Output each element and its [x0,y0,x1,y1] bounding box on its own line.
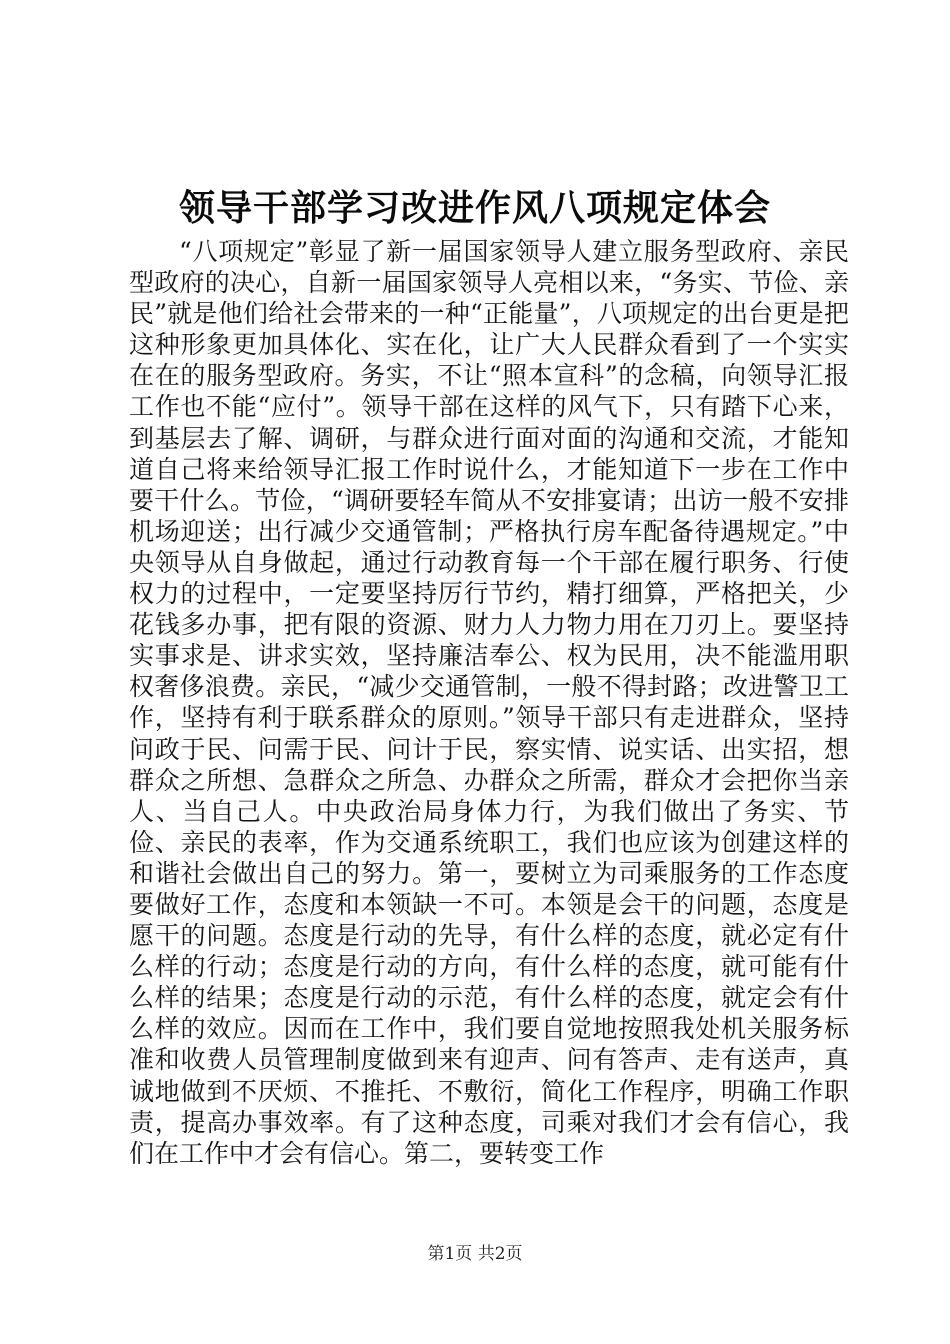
document-title: 领导干部学习改进作风八项规定体会 [178,187,771,229]
page-footer: 第1页 共2页 [427,1244,523,1264]
body-paragraph: “八项规定”彰显了新一届国家领导人建立服务型政府、亲民型政府的决心，自新一届国家领导人亮相以来，“务实、节俭、亲民”就是他们给社会带来的一种“正能量”，八项规定的出台更是把这种形象更加具体化、实在化，让广大人民群众看到了一个实实在在的服务型政府。务实，不让“照本宣科”的念稿，向领导汇报工作也不能“应付”。领导干部在这样的风气下，只有踏下心来，到基层去了解、调研，与群众进行面对面的沟通和交流，才能知道自己将来给领导汇报工作时说什么，才能知道下一步在工作中要干什么。节俭，“调研要轻车简从不安排宴请；出访一般不安排机场迎送；出行减少交通管制；严格执行房车配备待遇规定。”中央领导从自身做起，通过行动教育每一个干部在履行职务、行使权力的过程中，一定要坚持厉行节约，精打细算，严格把关，少花钱多办事，把有限的资源、财力人力物力用在刀刃上。要坚持实事求是、讲求实效，坚持廉洁奉公、权为民用，决不能滥用职权奢侈浪费。亲民，“减少交通管制，一般不得封路；改进警卫工作，坚持有利于联系群众的原则。”领导干部只有走进群众，坚持问政于民、问需于民、问计于民，察实情、说实话、出实招，想群众之所想、急群众之所急、办群众之所需，群众才会把你当亲人、当自己人。中央政治局身体力行，为我们做出了务实、节俭、亲民的表率，作为交通系统职工，我们也应该为创建这样的和谐社会做出自己的努力。第一，要树立为司乘服务的工作态度要做好工作，态度和本领缺一不可。本领是会干的问题，态度是愿干的问题。态度是行动的先导，有什么样的态度，就必定有什么样的行动；态度是行动的方向，有什么样的态度，就可能有什么样的结果；态度是行动的示范，有什么样的态度，就定会有什么样的效应。因而在工作中，我们要自觉地按照我处机关服务标准和收费人员管理制度做到来有迎声、问有答声、走有送声，真诚地做到不厌烦、不推托、不敷衍，简化工作程序，明确工作职责，提高办事效率。有了这种态度，司乘对我们才会有信心，我们在工作中才会有信心。第二，要转变工作 [129,237,849,1168]
